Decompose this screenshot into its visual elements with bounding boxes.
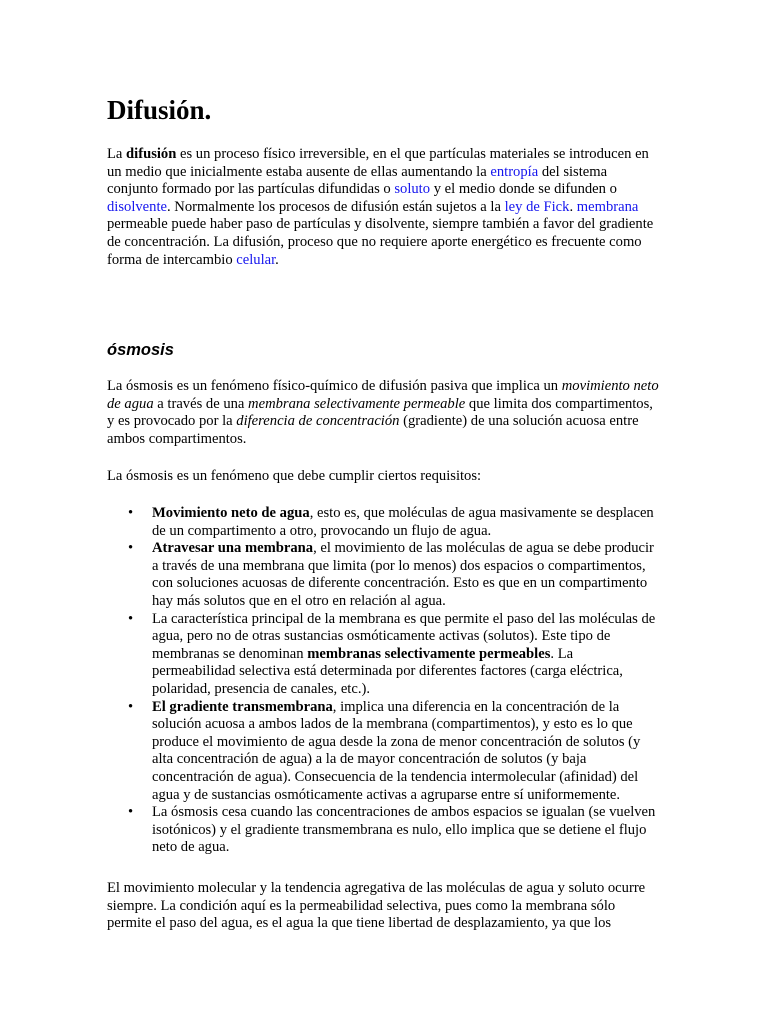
intro-paragraph (107, 146, 659, 269)
link-membrana[interactable]: membrana (576, 198, 639, 215)
text-span: . (275, 251, 279, 268)
bullet-icon: • (128, 505, 134, 521)
text-span: (gradiente) de una solución acuosa entre ambos compartimentos. (107, 413, 639, 447)
text-span: permeable puede haber paso de partículas y disolvente, siempre también a favor del gradiente de concentración. La difusión, proceso que no requiere aporte energético es frecuente como forma de intercambio (107, 216, 654, 268)
text-span: es un proceso físico irreversible, en el que partículas materiales se introducen en un medio que inicialmente estaba ausente de ellas aumentando la (107, 146, 649, 180)
italic-term: diferencia de concentración (236, 413, 400, 430)
text-span: . La permeabilidad selectiva está determinada por diferentes factores (carga eléctrica, polaridad, presencia de canales, etc.). (152, 645, 623, 697)
closing-paragraph: El movimiento molecular y la tendencia agregativa de las moléculas de agua y soluto ocurre siempre. La condición aquí es la permeabilidad selectiva, pues como la membrana sólo permite el paso del agua, es el agua la que tiene libertad de desplazamiento, ya que los (107, 880, 646, 932)
requirements-list (107, 505, 659, 857)
link-celular[interactable]: celular (236, 251, 276, 268)
text-span: , esto es, que moléculas de agua masivamente se desplacen de un compartimento a otro, provocando un flujo de agua. (152, 505, 654, 539)
list-item (107, 611, 659, 699)
bullet-icon: • (128, 540, 134, 557)
bullet-icon: • (128, 610, 134, 627)
link-ley-de-fick[interactable]: ley de Fick (504, 198, 570, 215)
bullet-icon: • (128, 698, 134, 715)
text-span: La ósmosis es un fenómeno físico-químico de difusión pasiva que implica un (107, 378, 562, 394)
text-span: , implica una diferencia en la concentración de la solución acuosa a ambos lados de la membrana (compartimentos), y esto es lo que produce el movimiento de agua desde la zona de menor concentración de solutos (y alta concentración de agua) a la de mayor concentración de solutos (y baja concentración de agua). Consecuencia de la tendencia intermolecular (afinidad) del agua y de sustancias osmóticamente activas a agruparse entre sí uniformemente. (152, 698, 641, 803)
list-item (107, 505, 659, 540)
requirements-intro: La ósmosis es un fenómeno que debe cumplir ciertos requisitos: (107, 468, 482, 484)
text-span: . (569, 198, 577, 215)
text-span: que limita dos compartimentos, y es provocado por la (107, 395, 653, 430)
bold-term: Atravesar una membrana (152, 540, 314, 557)
list-item (107, 804, 659, 857)
link-entropia[interactable]: entropía (490, 163, 539, 180)
list-item (107, 699, 659, 805)
bold-term: Movimiento neto de agua (152, 505, 310, 521)
link-disolvente[interactable]: disolvente (107, 198, 167, 215)
bold-term-difusion: difusión (126, 146, 177, 162)
italic-term: membrana selectivamente permeable (248, 395, 466, 412)
bullet-icon: • (128, 804, 134, 821)
text-span: La (107, 146, 127, 162)
text-span: del sistema conjunto formado por las partículas difundidas o (107, 163, 608, 198)
list-item (107, 540, 659, 610)
text-span: La característica principal de la membrana es que permite el paso del las moléculas de agua, pero no de otras sustancias osmóticamente activas (solutos). Este tipo de membranas se denominan (152, 610, 656, 662)
text-span: La ósmosis cesa cuando las concentraciones de ambos espacios se igualan (se vuelven isotónicos) y el gradiente transmembrana es nulo, ello implica que se detiene el flujo neto de agua. (152, 804, 656, 856)
page-title: Difusión. (107, 95, 212, 125)
link-soluto[interactable]: soluto (394, 181, 431, 198)
text-span: , el movimiento de las moléculas de agua se debe producir a través de una membrana que limita (por lo menos) dos espacios o compartimentos, con soluciones acuosas de diferente concentración. Esto es que en un compartimento hay más solutos que en el otro en relación al agua. (152, 540, 654, 609)
bold-term: El gradiente transmembrana (152, 698, 333, 715)
osmosis-definition-paragraph (107, 378, 659, 448)
text-span: . Normalmente los procesos de difusión están sujetos a la (167, 198, 505, 215)
section-heading-osmosis: ósmosis (107, 341, 174, 359)
text-span: y el medio donde se difunden o (430, 181, 617, 198)
text-span: a través de una (153, 395, 249, 412)
italic-term: movimiento neto de agua (107, 378, 659, 412)
bold-term: membranas selectivamente permeables (307, 645, 551, 662)
